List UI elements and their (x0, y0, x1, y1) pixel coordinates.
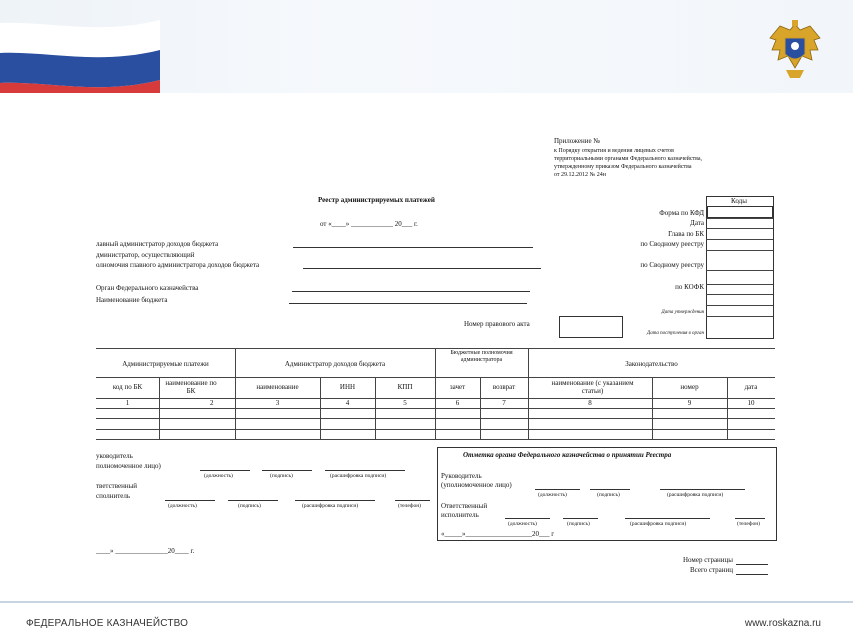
col-num-3: 3 (275, 399, 280, 407)
footer-org: ФЕДЕРАЛЬНОЕ КАЗНАЧЕЙСТВО (26, 618, 189, 629)
col-num-7: 7 (502, 399, 506, 407)
col-num-9: 9 (687, 399, 692, 407)
mark-exec-label-2: исполнитель (441, 511, 479, 519)
code-cell-form[interactable] (707, 206, 773, 218)
sign-signature: (подпись) (270, 473, 293, 479)
col-law-number: номер (680, 383, 699, 391)
sign-exec-label-2: сполнитель (96, 492, 131, 500)
col-num-2: 2 (210, 399, 214, 407)
mark-position-2: (должность) (508, 521, 537, 527)
footer-website-link[interactable]: www.roskazna.ru (744, 618, 821, 629)
code-label-form: Форма по КФД (659, 209, 704, 217)
mark-signature-2: (подпись) (567, 521, 590, 527)
field-budget-name: Наименование бюджета (96, 296, 168, 304)
sign-date: ____» _______________20____ г. (96, 547, 195, 555)
sign-exec-label: тветственный (96, 482, 138, 490)
col-num-10: 10 (747, 399, 755, 407)
field-treasury-body: Орган Федерального казначейства (96, 284, 199, 292)
mark-decoding-2: (расшифровка подписи) (630, 521, 687, 527)
group-admin: Администратор доходов бюджета (284, 360, 386, 368)
appendix-line-3: территориальными органами Федерального казначейства, (554, 156, 703, 162)
col-num-6: 6 (455, 399, 460, 407)
code-label-date: Дата (690, 219, 704, 227)
code-label-kofk: по КОФК (675, 283, 704, 291)
col-num-1: 1 (125, 399, 130, 407)
mark-phone: (телефон) (737, 521, 761, 527)
mark-head-label-2: (уполномоченное лицо) (441, 481, 512, 489)
treasury-emblem-icon (766, 18, 824, 82)
mark-signature: (подпись) (597, 492, 620, 498)
mark-date: «_____»___________________20___ г (441, 530, 555, 538)
appendix-line-5: от 29.12.2012 № 24н (554, 172, 606, 178)
footer (0, 601, 853, 639)
sign-position: (должность) (204, 473, 233, 479)
appendix-line-1: Приложение № (554, 137, 600, 145)
sign-phone: (телефон) (398, 503, 422, 509)
sign-head-label: уководитель (96, 452, 133, 460)
col-law-name: наименование (с указанием статьи) (551, 379, 634, 395)
codes-header: Коды (731, 197, 747, 205)
group-powers: Бюджетные полномочия администратора (450, 350, 513, 363)
code-label-received: Дата поступления в орган (647, 331, 704, 336)
col-num-5: 5 (403, 399, 407, 407)
code-label-registry-1: по Сводному реестру (640, 240, 704, 248)
mark-decoding: (расшифровка подписи) (667, 492, 724, 498)
col-bk-name: наименование по БК (165, 379, 217, 395)
russian-flag-icon (0, 10, 160, 93)
total-pages-label: Всего страниц (689, 566, 733, 574)
field-admin: дминистратор, осуществляющий (96, 251, 195, 259)
page-number-label: Номер страницы (682, 556, 733, 564)
sign-decoding-2: (расшифровка подписи) (302, 503, 359, 509)
col-refund: возврат (492, 383, 516, 391)
appendix-line-4: утвержденному приказом Федерального казначейства (554, 164, 692, 170)
code-label-registry-2: по Сводному реестру (640, 261, 704, 269)
mark-position: (должность) (538, 492, 567, 498)
col-inn: ИНН (339, 383, 356, 391)
header-banner (0, 0, 853, 93)
sign-head-label-2: полномоченное лицо) (96, 462, 161, 470)
mark-head-label: Руководитель (441, 472, 482, 480)
code-label-approval: Дата утверждения (661, 310, 704, 315)
col-law-date: дата (744, 383, 758, 391)
sign-decoding: (расшифровка подписи) (330, 473, 387, 479)
date-line: от «____» ____________ 20___ г. (320, 220, 418, 228)
mark-title: Отметка органа Федерального казначейства о принятии Реестра (463, 451, 672, 459)
legal-act-input[interactable] (559, 316, 623, 338)
field-powers: олномочия главного администратора доходов бюджета (96, 261, 260, 269)
field-chief-admin: лавный администратор доходов бюджета (96, 240, 219, 248)
sign-position-2: (должность) (168, 503, 197, 509)
mark-exec-label: Ответственный (441, 502, 488, 510)
appendix-line-2: к Порядку открытия и ведения лицевых счетов (554, 148, 675, 154)
code-label-chapter: Глава по БК (668, 230, 704, 238)
document-title: Реестр администрируемых платежей (318, 196, 435, 204)
legal-act-label: Номер правового акта (464, 320, 530, 328)
col-kpp: КПП (397, 383, 413, 391)
col-admin-name: наименование (256, 383, 299, 391)
col-bk-code: код по БК (112, 383, 143, 391)
group-legislation: Законодательство (625, 360, 678, 368)
col-num-4: 4 (345, 399, 350, 407)
group-payments: Администрируемые платежи (122, 360, 209, 368)
sign-signature-2: (подпись) (238, 503, 261, 509)
col-offset: зачет (449, 383, 466, 391)
col-num-8: 8 (588, 399, 592, 407)
